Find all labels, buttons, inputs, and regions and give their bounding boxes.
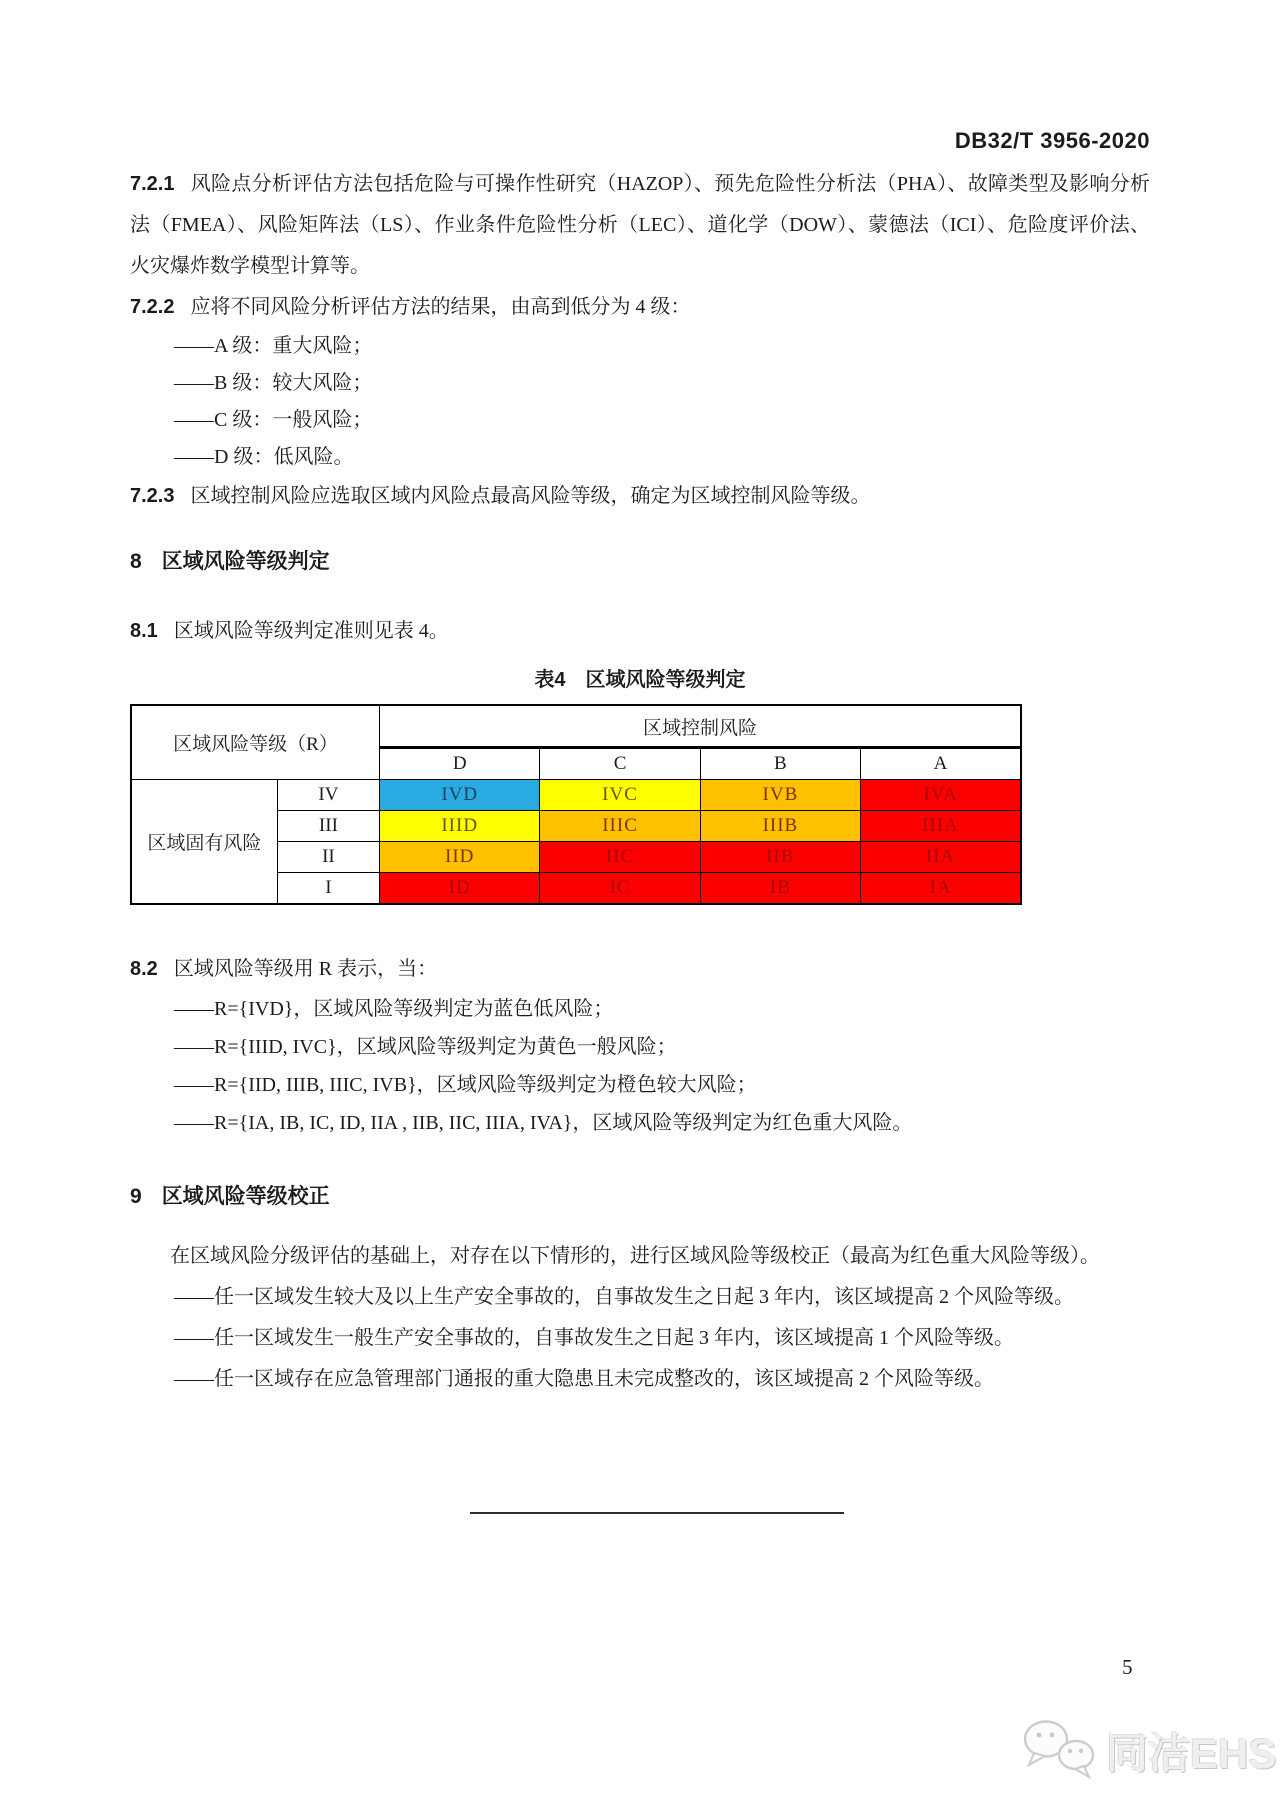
risk-cell-iid: IID [380, 842, 540, 873]
watermark-text: 同洁EHS [1106, 1729, 1277, 1777]
clause-text: 应将不同风险分析评估方法的结果，由高到低分为 4 级： [190, 296, 691, 318]
list-item-level-c: ——C 级：一般风险； [174, 409, 373, 431]
section-9-heading [130, 1182, 1150, 1212]
section-9-intro: 在区域风险分级评估的基础上，对存在以下情形的，进行区域风险等级校正（最高为红色重大风险等级）。 [170, 1245, 1100, 1267]
list-item-red-risk: ——R={IA, IB, IC, ID, IIA , IIB, IIC, IIIA, IVA}，区域风险等级判定为红色重大风险。 [174, 1112, 913, 1134]
list-item-orange-risk: ——R={IID, IIIB, IIIC, IVB}，区域风险等级判定为橙色较大风险； [174, 1074, 757, 1096]
clause-text: 区域控制风险应选取区域内风险点最高风险等级，确定为区域控制风险等级。 [190, 485, 871, 507]
row-group-header-cell: 区域固有风险 [131, 780, 277, 905]
col-header-c: C [540, 748, 700, 780]
clause-text: 区域风险等级判定准则见表 4。 [173, 620, 449, 642]
clause-8-2 [130, 949, 1150, 990]
page-number: 5 [1122, 1655, 1133, 1679]
clause-number: 7.2.2 [130, 296, 175, 318]
list-item-level-a: ——A 级：重大风险； [174, 335, 373, 357]
risk-cell-ivc: IVC [540, 780, 700, 811]
section-number: 9 [130, 1185, 142, 1208]
risk-cell-iib: IIB [700, 842, 860, 873]
section-title: 区域风险等级判定 [161, 550, 330, 573]
risk-cell-iia: IIA [861, 842, 1021, 873]
list-item-correction-3: ——任一区域存在应急管理部门通报的重大隐患且未完成整改的，该区域提高 2 个风险等级。 [174, 1368, 994, 1390]
corner-header-cell: 区域风险等级（R） [131, 705, 380, 780]
footnote-rule [470, 1512, 844, 1514]
level-cell: I [277, 873, 379, 905]
col-header-b: B [700, 748, 860, 780]
risk-cell-iiib: IIIB [700, 811, 860, 842]
clause-number: 7.2.3 [130, 485, 175, 507]
list-item-blue-risk: ——R={IVD}，区域风险等级判定为蓝色低风险； [174, 998, 614, 1020]
risk-cell-ivd: IVD [380, 780, 540, 811]
risk-cell-iiia: IIIA [861, 811, 1021, 842]
risk-cell-iiic: IIIC [540, 811, 700, 842]
section-8-heading [130, 547, 1150, 577]
list-item-yellow-risk: ——R={IIID, IVC}，区域风险等级判定为黄色一般风险； [174, 1036, 677, 1058]
col-header-a: A [861, 748, 1021, 780]
risk-cell-ia: IA [861, 873, 1021, 905]
clause-7-2-3 [130, 476, 1150, 517]
risk-cell-iva: IVA [861, 780, 1021, 811]
level-cell: III [277, 811, 379, 842]
risk-cell-ivb: IVB [700, 780, 860, 811]
table4-caption: 表4 区域风险等级判定 [534, 669, 746, 691]
clause-number: 8.1 [130, 620, 158, 642]
standard-code: DB32/T 3956-2020 [954, 128, 1150, 153]
risk-cell-ic: IC [540, 873, 700, 905]
wechat-icon [1018, 1714, 1102, 1787]
list-item-level-d: ——D 级：低风险。 [174, 446, 354, 468]
col-header-d: D [380, 748, 540, 780]
clause-7-2-1 [130, 164, 1150, 287]
level-cell: II [277, 842, 379, 873]
watermark [1018, 1714, 1276, 1787]
section-title: 区域风险等级校正 [161, 1185, 330, 1208]
risk-cell-iiid: IIID [380, 811, 540, 842]
list-item-correction-2: ——任一区域发生一般生产安全事故的，自事故发生之日起 3 年内，该区域提高 1 个风险等级。 [174, 1327, 1014, 1349]
risk-cell-iic: IIC [540, 842, 700, 873]
list-item-level-b: ——B 级：较大风险； [174, 372, 373, 394]
clause-8-1 [130, 611, 1150, 652]
risk-cell-id: ID [380, 873, 540, 905]
clause-number: 8.2 [130, 958, 158, 980]
clause-text: 区域风险等级用 R 表示，当： [173, 958, 438, 980]
clause-number: 7.2.1 [130, 173, 175, 195]
clause-text: 风险点分析评估方法包括危险与可操作性研究（HAZOP）、预先危险性分析法（PHA）、故障类型及影响分析法（FMEA）、风险矩阵法（LS）、作业条件危险性分析（LEC）、道化学（DOW）、蒙德法（ICI）、危险度评价法、火灾爆炸数学模型计算等。 [130, 173, 1150, 277]
level-cell: IV [277, 780, 379, 811]
clause-7-2-2 [130, 287, 1150, 328]
table4-risk-matrix [130, 704, 1022, 905]
control-risk-header-cell: 区域控制风险 [380, 705, 1021, 748]
section-number: 8 [130, 550, 142, 573]
list-item-correction-1: ——任一区域发生较大及以上生产安全事故的，自事故发生之日起 3 年内，该区域提高 2 个风险等级。 [174, 1286, 1074, 1308]
risk-cell-ib: IB [700, 873, 860, 905]
